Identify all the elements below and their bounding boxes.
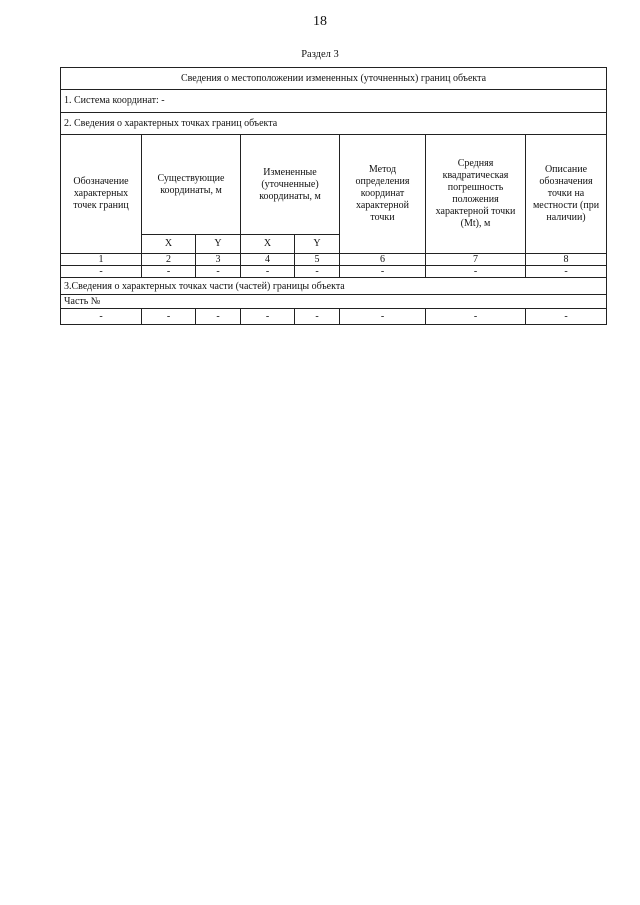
table-cell: -: [241, 266, 295, 278]
table-cell: -: [340, 266, 426, 278]
table-cell: -: [61, 309, 142, 325]
header-changed-y: Y: [295, 235, 340, 254]
section-label: Раздел 3: [301, 49, 339, 60]
points-heading: 2. Сведения о характерных точках границ объекта: [61, 113, 607, 135]
column-number: 8: [526, 254, 607, 266]
table-cell: -: [196, 309, 241, 325]
table-cell: -: [295, 309, 340, 325]
part-label: Часть №: [61, 295, 607, 309]
header-changed-x: X: [241, 235, 295, 254]
column-number: 6: [340, 254, 426, 266]
header-existing-y: Y: [196, 235, 241, 254]
table-cell: -: [526, 266, 607, 278]
header-description: Описание обозначения точки на местности (при наличии): [526, 135, 607, 254]
header-changed-coords: Измененные (уточненные) координаты, м: [241, 135, 340, 235]
header-method: Метод определения координат характерной точки: [340, 135, 426, 254]
table-cell: -: [196, 266, 241, 278]
boundary-table: [60, 67, 607, 325]
parts-heading: 3.Сведения о характерных точках части (частей) границы объекта: [61, 278, 607, 295]
header-error: Средняя квадратическая погрешность положения характерной точки (Mt), м: [426, 135, 526, 254]
column-number: 3: [196, 254, 241, 266]
header-designation: Обозначение характерных точек границ: [61, 135, 142, 254]
table-cell: -: [142, 309, 196, 325]
table-cell: -: [295, 266, 340, 278]
column-number: 1: [61, 254, 142, 266]
column-number: 4: [241, 254, 295, 266]
column-numbers-row: [61, 254, 607, 266]
table-cell: -: [426, 266, 526, 278]
table-title: Сведения о местоположении измененных (уточненных) границ объекта: [61, 68, 607, 90]
header-existing-coords: Существующие координаты, м: [142, 135, 241, 235]
table-row: [61, 309, 607, 325]
table-row: [61, 266, 607, 278]
page-number: 18: [313, 14, 327, 29]
table-cell: -: [142, 266, 196, 278]
table-cell: -: [241, 309, 295, 325]
coord-system-row: 1. Система координат: -: [61, 90, 607, 113]
column-number: 5: [295, 254, 340, 266]
table-cell: -: [426, 309, 526, 325]
table-cell: -: [340, 309, 426, 325]
header-existing-x: X: [142, 235, 196, 254]
table-cell: -: [61, 266, 142, 278]
column-number: 7: [426, 254, 526, 266]
column-number: 2: [142, 254, 196, 266]
table-cell: -: [526, 309, 607, 325]
